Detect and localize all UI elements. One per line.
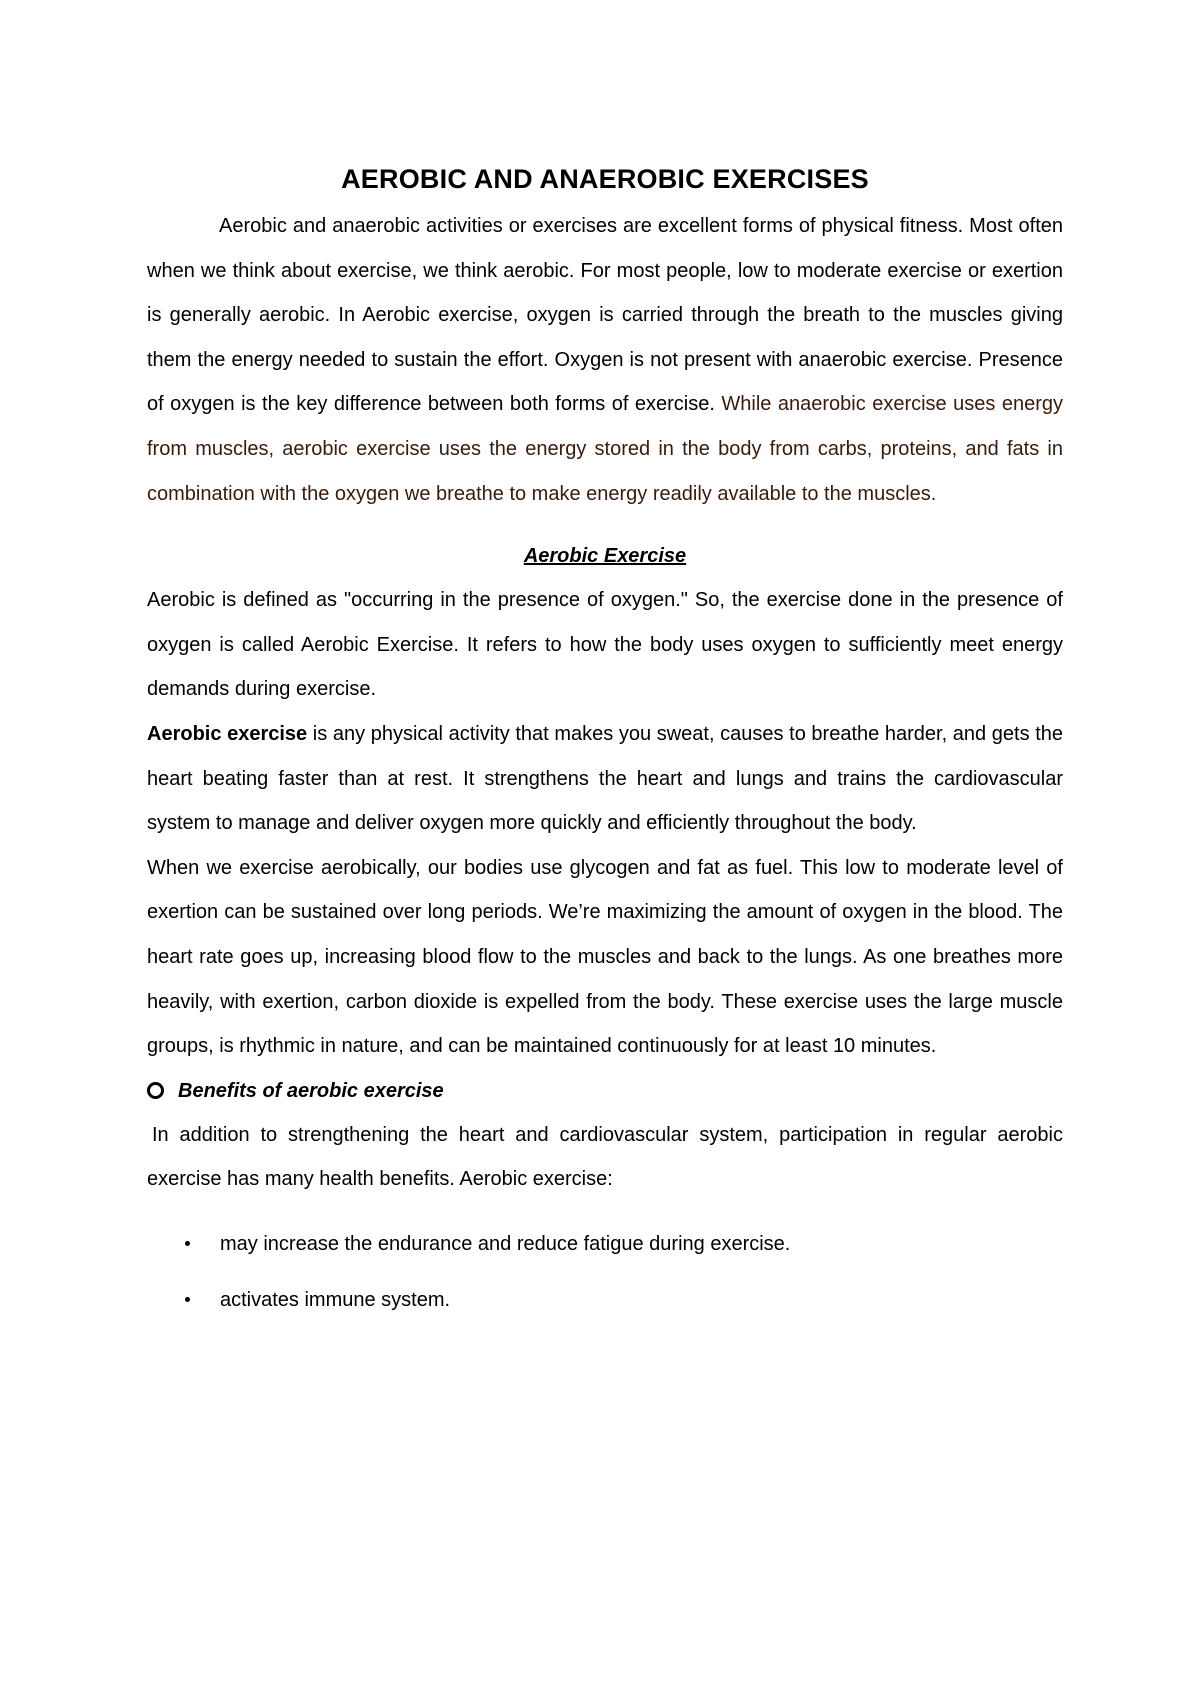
aerobic-fuel-paragraph: When we exercise aerobically, our bodies use glycogen and fat as fuel. This low to moderate level of exertion can be sustained over long periods. We’re maximizing the amount of oxygen in the blood. The heart rate goes up, increasing blood flow to the muscles and back to the lungs. As one breathes more heavily, with exertion, carbon dioxide is expelled from the body. These exercise uses the large muscle groups, is rhythmic in nature, and can be maintained continuously for at least 10 minutes. bbox=[147, 856, 1063, 1058]
benefits-list bbox=[147, 1216, 1063, 1328]
intro-text-part1: Aerobic and anaerobic activities or exercises are excellent forms of physical fitness. Most often when we think about exercise, we think aerobic. For most people, low to moderate exercise or exertion is generally aerobic. In Aerobic exercise, oxygen is carried through the breath to the muscles giving them the energy needed to sustain the effort. Oxygen is not present with anaerobic exercise. Presence of oxygen is the key difference between both forms of exercise. bbox=[147, 215, 1063, 416]
bullet-dot-icon bbox=[185, 1241, 190, 1246]
aerobic-exercise-heading: Aerobic Exercise bbox=[523, 545, 687, 568]
list-item bbox=[147, 1272, 1063, 1328]
benefits-heading-text: Benefits of aerobic exercise bbox=[178, 1079, 444, 1102]
intro-text-part2: While anaerobic exercise uses energy from muscles, aerobic exercise uses the energy stored in the body from carbs, proteins, and fats in combination with the oxygen we breathe to make energy readily available to the muscles. bbox=[147, 393, 1063, 505]
aerobic-activity-paragraph bbox=[147, 712, 1063, 846]
list-item-text: activates immune system. bbox=[220, 1288, 451, 1311]
bullet-dot-icon bbox=[185, 1297, 190, 1302]
benefits-intro-paragraph: In addition to strengthening the heart and cardiovascular system, participation in regular aerobic exercise has many health benefits. Aerobic exercise: bbox=[147, 1123, 1063, 1191]
benefits-heading bbox=[147, 1069, 1063, 1113]
list-item-text: may increase the endurance and reduce fatigue during exercise. bbox=[220, 1232, 791, 1255]
aerobic-exercise-term: Aerobic exercise bbox=[147, 722, 308, 745]
aerobic-activity-text: is any physical activity that makes you sweat, causes to breathe harder, and gets the heart beating faster than at rest. It strengthens the heart and lungs and trains the cardiovascular system to manage and deliver oxygen more quickly and efficiently throughout the body. bbox=[147, 722, 1063, 835]
aerobic-definition-paragraph: Aerobic is defined as "occurring in the presence of oxygen." So, the exercise done in the presence of oxygen is called Aerobic Exercise. It refers to how the body uses oxygen to sufficiently meet energy demands during exercise. bbox=[147, 589, 1063, 701]
document-title: AEROBIC AND ANAEROBIC EXERCISES bbox=[341, 164, 869, 194]
document-body bbox=[147, 160, 1063, 1328]
list-item bbox=[147, 1216, 1063, 1272]
circle-bullet-icon bbox=[147, 1082, 164, 1099]
intro-paragraph bbox=[147, 204, 1063, 516]
